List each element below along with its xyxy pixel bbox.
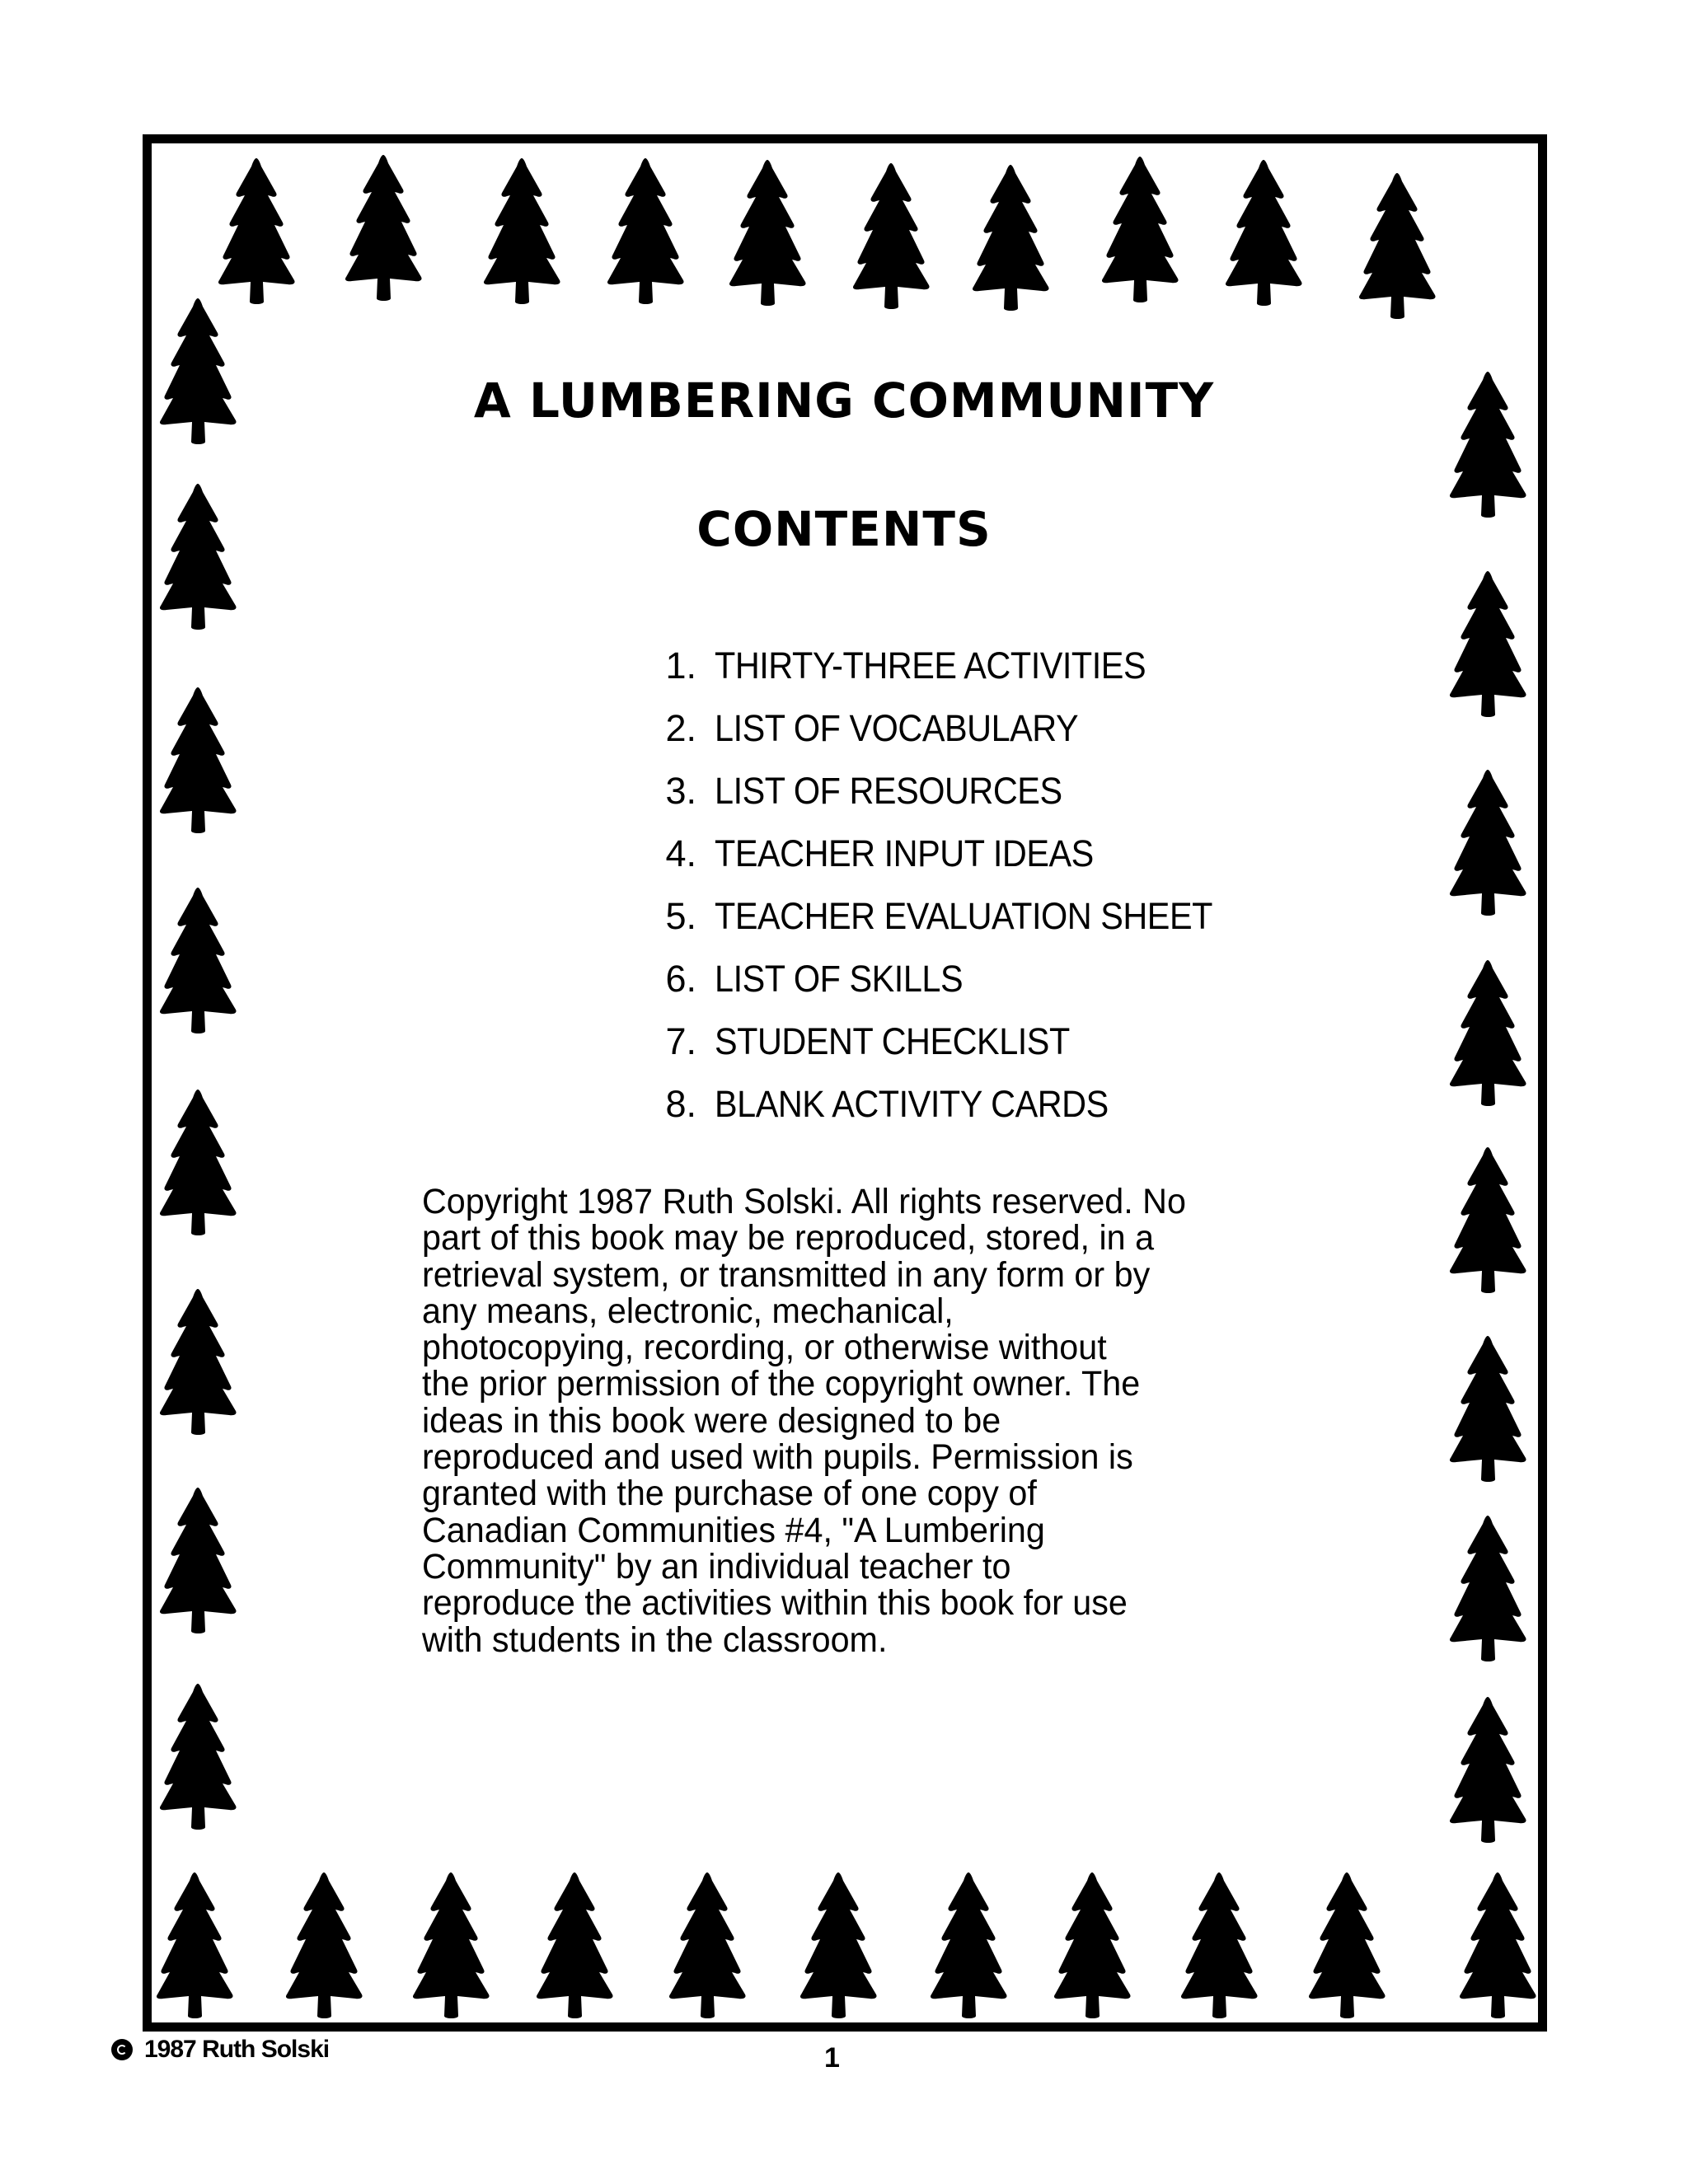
pine-tree-icon [1100, 155, 1179, 303]
copyright-notice-line: photocopying, recording, or otherwise without [422, 1328, 1107, 1368]
copyright-notice-line: Copyright 1987 Ruth Solski. All rights reserved. No [422, 1182, 1186, 1221]
contents-item-label: TEACHER EVALUATION SHEET [715, 895, 1212, 937]
footer-copyright [111, 2036, 329, 2064]
contents-item-number: 8. [665, 1083, 696, 1125]
contents-item-label: THIRTY-THREE ACTIVITIES [715, 644, 1146, 687]
contents-item [639, 1017, 1255, 1080]
copyright-notice [422, 1183, 1345, 1658]
pine-tree-icon [1448, 1514, 1527, 1662]
pine-tree-icon [155, 1871, 234, 2019]
copyright-notice-line: with students in the classroom. [422, 1619, 888, 1660]
pine-tree-icon [668, 1871, 747, 2019]
pine-tree-icon [411, 1871, 490, 2019]
footer-copyright-text: 1987 Ruth Solski [144, 2036, 330, 2063]
pine-tree-icon [971, 163, 1050, 312]
contents-item-label: STUDENT CHECKLIST [715, 1020, 1070, 1062]
contents-item-number: 2. [665, 707, 696, 749]
pine-tree-icon [1357, 171, 1437, 320]
pine-tree-icon [1458, 1871, 1537, 2019]
pine-tree-icon [1448, 768, 1527, 916]
contents-item-number: 4. [665, 832, 696, 874]
copyright-notice-line: part of this book may be reproduced, stored, in a [422, 1218, 1155, 1258]
pine-tree-icon [158, 1287, 237, 1436]
pine-tree-icon [158, 1088, 237, 1236]
contents-item-number: 5. [665, 895, 696, 937]
copyright-notice-line: Community" by an individual teacher to [422, 1546, 1011, 1586]
pine-tree-icon [217, 157, 296, 305]
copyright-icon [111, 2039, 133, 2060]
pine-tree-icon [1448, 958, 1527, 1107]
pine-tree-icon [1448, 569, 1527, 718]
contents-item-number: 6. [665, 958, 696, 1000]
copyright-notice-line: reproduce the activities within this book for use [422, 1583, 1128, 1624]
pine-tree-icon [158, 1682, 237, 1830]
pine-tree-icon [606, 157, 685, 305]
contents-item-number: 7. [665, 1020, 696, 1062]
pine-tree-icon [284, 1871, 363, 2019]
contents-item-number: 1. [665, 644, 696, 687]
pine-tree-icon [1448, 1334, 1527, 1483]
document-title [0, 373, 1688, 429]
copyright-notice-line: Canadian Communities #4, "A Lumbering [422, 1510, 1045, 1550]
contents-item-label: LIST OF RESOURCES [715, 770, 1062, 812]
pine-tree-icon [851, 162, 931, 310]
pine-tree-icon [158, 886, 237, 1034]
pine-tree-icon [1448, 1695, 1527, 1844]
copyright-notice-line: retrieval system, or transmitted in any form or by [422, 1254, 1151, 1295]
page-number: 1 [824, 2042, 840, 2074]
contents-item [639, 766, 1255, 829]
contents-item-label: TEACHER INPUT IDEAS [715, 832, 1094, 874]
copyright-notice-line: reproduced and used with pupils. Permission is [422, 1437, 1133, 1478]
pine-tree-icon [1224, 158, 1303, 307]
pine-tree-icon [929, 1871, 1008, 2019]
contents-item [639, 704, 1255, 766]
contents-item [639, 892, 1255, 954]
contents-item [639, 641, 1255, 704]
pine-tree-icon [344, 153, 423, 302]
copyright-notice-line: any means, electronic, mechanical, [422, 1291, 954, 1331]
pine-tree-icon [1053, 1871, 1132, 2019]
pine-tree-icon [535, 1871, 614, 2019]
copyright-notice-line: granted with the purchase of one copy of [422, 1474, 1037, 1514]
contents-item-label: LIST OF VOCABULARY [715, 707, 1079, 749]
contents-item [639, 829, 1255, 892]
pine-tree-icon [158, 1486, 237, 1634]
contents-item-label: LIST OF SKILLS [715, 958, 964, 1000]
document-title-text: A LUMBERING COMMUNITY [473, 373, 1215, 429]
pine-tree-icon [158, 686, 237, 834]
copyright-notice-line: the prior permission of the copyright owner. The [422, 1364, 1141, 1404]
contents-heading: CONTENTS [696, 501, 992, 557]
contents-item [639, 954, 1255, 1017]
pine-tree-icon [1448, 1146, 1527, 1294]
pine-tree-icon [1179, 1871, 1259, 2019]
contents-item [639, 1080, 1255, 1142]
contents-item-number: 3. [665, 770, 696, 812]
pine-tree-icon [799, 1871, 878, 2019]
contents-list [639, 641, 1255, 1142]
contents-item-label: BLANK ACTIVITY CARDS [715, 1083, 1109, 1125]
pine-tree-icon [1307, 1871, 1386, 2019]
pine-tree-icon [728, 158, 807, 307]
pine-tree-icon [482, 157, 561, 305]
copyright-notice-line: ideas in this book were designed to be [422, 1400, 1001, 1441]
